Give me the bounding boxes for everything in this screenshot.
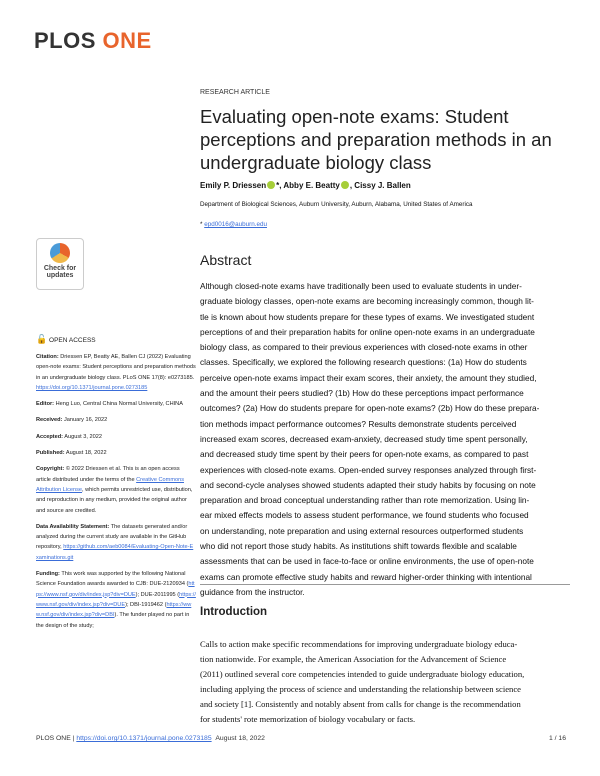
text-line: tle is known about how students prepare for these types of exams. We investigated student xyxy=(200,311,535,322)
orcid-icon[interactable] xyxy=(267,181,275,189)
article-info-sidebar xyxy=(36,352,196,637)
text-line: (2011) outlined several core competencies intended to guide undergraduate biology education, xyxy=(200,669,525,679)
text-line: for students' rote memorization of biology vocabulary or facts. xyxy=(200,714,416,724)
introduction-text xyxy=(200,637,570,727)
doi-link[interactable]: https://doi.org/10.1371/journal.pone.0273185 xyxy=(36,384,148,391)
received: Received: January 16, 2022 xyxy=(36,417,108,424)
data-availability: Data Availability Statement: The datasets generated and/or analyzed during the current study are available in the GitHub repository, https://github.com/aeb0084/Evaluating-Open-Note-Examinations.git xyxy=(36,523,194,561)
text-line: and the amount their peers studied? (1b) How do these perceptions impact performance xyxy=(200,388,524,399)
text-line: graduate biology classes, open-note exams are becoming increasingly common, though lit- xyxy=(200,296,534,307)
published: Published: August 18, 2022 xyxy=(36,450,107,457)
funding: Funding: This work was supported by the following National Science Foundation awards awarded to CJB: DUE-2120934 (https://www.nsf.gov/div/index.jsp?div=DUE); DUE-2011995 (https://www.nsf.gov/div/index.jsp?div=DUE); DBI-1919462 (https://www.nsf.gov/div/index.jsp?div=DBI). The funder played no part in the design of the study; xyxy=(36,571,196,629)
text-line: experiences with closed-note exams. Open-ended survey responses analyzed through first- xyxy=(200,464,537,475)
open-lock-icon: 🔓 xyxy=(36,334,48,344)
text-line: tion methods impact performance outcomes? Results demonstrate students perceived xyxy=(200,418,517,429)
text-line: classes. Specifically, we explored the following research questions: (1a) How do students xyxy=(200,357,527,368)
text-line: biology class, as compared to their previous experiences with closed-note exams in other xyxy=(200,342,528,353)
text-line: and society [1]. Consistently and notably absent from calls for change is the recommendation xyxy=(200,699,521,709)
article-type: RESEARCH ARTICLE xyxy=(200,89,270,96)
divider xyxy=(200,584,570,585)
text-line: on understanding, note preparation and using external resources outperformed students xyxy=(200,525,524,536)
text-line: increased exam scores, decreased exam-anxiety, decreased study time spent personally, xyxy=(200,433,528,444)
article-title: Evaluating open-note exams: Student perceptions and preparation methods in an undergraduate biology class xyxy=(200,106,552,173)
affiliation: Department of Biological Sciences, Auburn University, Auburn, Alabama, United States of America xyxy=(200,201,473,208)
text-line: and second-cycle analyses showed students adapted their study habits by focusing on note xyxy=(200,479,536,490)
page-number: 1 / 16 xyxy=(548,735,566,742)
text-line: exams can promote effective study habits and reward higher-order thinking with intentional xyxy=(200,571,532,582)
text-line: perceptions of and their preparation habits for online open-note exams in an undergraduate xyxy=(200,326,535,337)
accepted: Accepted: August 3, 2022 xyxy=(36,433,102,440)
authors: Emily P. Driessen *, Abby E. Beatty , Cissy J. Ballen xyxy=(200,181,411,190)
text-line: tion nationwide. For example, the American Association for the Advancement of Science xyxy=(200,654,507,664)
check-updates-icon xyxy=(50,243,70,263)
text-line: Calls to action make specific recommendations for improving undergraduate biology educa- xyxy=(200,639,518,649)
license-link[interactable]: Creative Commons Attribution License xyxy=(36,476,184,493)
email-link[interactable]: epd0016@auburn.edu xyxy=(204,221,267,228)
nsf-link[interactable]: https://www.nsf.gov/div/index.jsp?div=DBI xyxy=(36,601,192,619)
introduction-heading: Introduction xyxy=(200,606,268,618)
journal-logo: PLOS ONE xyxy=(34,28,152,53)
nsf-link[interactable]: https://www.nsf.gov/div/index.jsp?div=DUE xyxy=(36,591,196,608)
check-for-updates-badge[interactable]: Check for updates xyxy=(36,238,84,290)
nsf-link[interactable]: https://www.nsf.gov/div/index.jsp?div=DUE xyxy=(36,581,195,598)
copyright: Copyright: © 2022 Driessen et al. This is an open access article distributed under the terms of the Creative Commons Attribution License, which permits unrestricted use, distribution, and reproduction in any medium, provided the original author and source are credited. xyxy=(36,466,193,514)
footer-doi-link[interactable]: https://doi.org/10.1371/journal.pone.0273185 xyxy=(76,735,212,742)
editor: Editor: Heng Luo, Central China Normal University, CHINA xyxy=(36,401,183,408)
page-footer: PLOS ONE | https://doi.org/10.1371/journal.pone.0273185 August 18, 2022 1 / 16 xyxy=(36,735,566,742)
text-line: including applying the process of science and understanding the relationship between science xyxy=(200,684,521,694)
text-line: Although closed-note exams have traditionally been used to evaluate students in under- xyxy=(200,281,522,291)
abstract-text xyxy=(200,279,570,600)
abstract-heading: Abstract xyxy=(200,252,252,268)
text-line: perceive open-note exams impact their exam scores, their anxiety, the amount they studied, xyxy=(200,372,537,383)
text-line: preparation and broad conceptual understanding rather than rote memorization. Using lin- xyxy=(200,495,530,506)
open-access: 🔓 OPEN ACCESS xyxy=(36,334,96,344)
text-line: and decreased study time spent by their peers for open-note exams, as compared to past xyxy=(200,449,529,460)
text-line: outcomes? (2a) How do students prepare for open-note exams? (2b) How do these prepara- xyxy=(200,403,540,414)
orcid-icon[interactable] xyxy=(341,181,349,189)
github-link[interactable]: https://github.com/aeb0084/Evaluating-Open-Note-Examinations.git xyxy=(36,544,194,561)
text-line: ear mixed effects models to assess student performance, we found students who focused xyxy=(200,510,529,521)
text-line: guidance from the instructor. xyxy=(200,586,305,597)
text-line: who did not report those study habits. As institutions shift towards flexible and scalable xyxy=(200,541,517,552)
corresponding-email: * epd0016@auburn.edu xyxy=(200,221,267,228)
citation: Citation: Driessen EP, Beatty AE, Ballen CJ (2022) Evaluating open-note exams: Student perceptions and preparation methods in an undergraduate biology class. PLoS ONE 17(8): e0273185. https://doi.org/10.1371/journal.pone.0273185 xyxy=(36,354,196,391)
text-line: assessments that can be used in face-to-face or online environments, the use of open-note xyxy=(200,556,534,567)
